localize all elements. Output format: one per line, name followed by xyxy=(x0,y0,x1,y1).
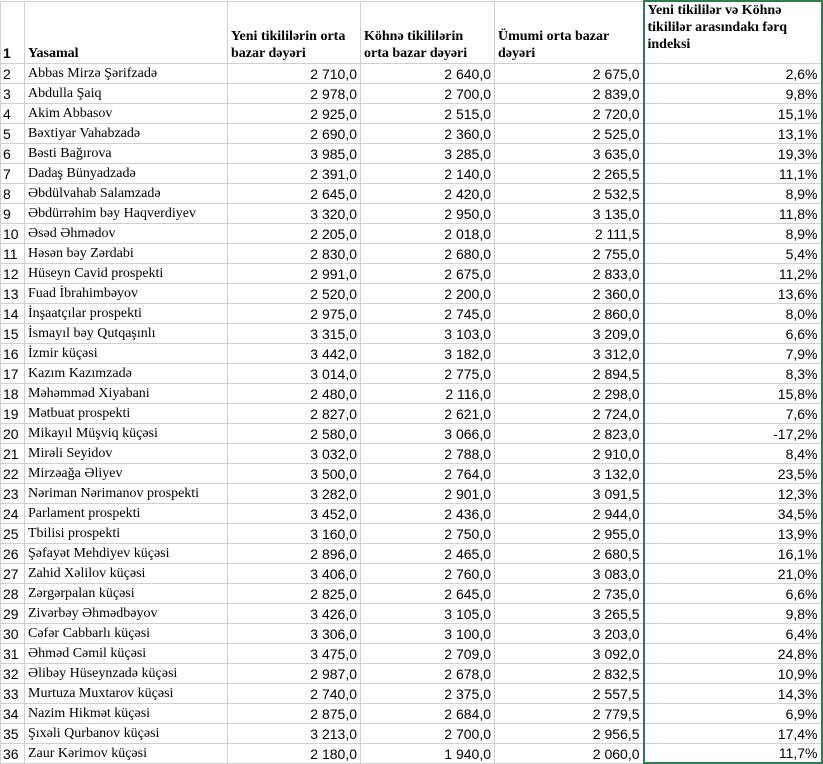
total-avg-value[interactable]: 2 680,5 xyxy=(495,543,644,563)
street-cell[interactable]: Bəsti Bağırova xyxy=(25,143,228,163)
street-cell[interactable]: Zərgərpalan küçəsi xyxy=(25,583,228,603)
total-avg-value[interactable]: 2 823,0 xyxy=(495,423,644,443)
row-number[interactable]: 33 xyxy=(1,683,25,703)
difference-index-value[interactable]: 2,6% xyxy=(644,63,822,83)
table-row xyxy=(1,643,822,663)
row-number[interactable]: 23 xyxy=(1,483,25,503)
old-buildings-value[interactable]: 2 680,0 xyxy=(361,243,495,263)
street-cell[interactable]: Nazim Hikmət küçəsi xyxy=(25,703,228,723)
street-cell[interactable]: İzmir küçəsi xyxy=(25,343,228,363)
difference-index-value[interactable]: 9,8% xyxy=(644,83,822,103)
street-cell[interactable]: İsmayıl bəy Qutqaşınlı xyxy=(25,323,228,343)
table-row xyxy=(1,663,822,683)
street-cell[interactable]: Həsən bəy Zərdabi xyxy=(25,243,228,263)
total-avg-value[interactable]: 2 720,0 xyxy=(495,103,644,123)
street-cell[interactable]: Fuad İbrahimbəyov xyxy=(25,283,228,303)
new-buildings-value[interactable]: 2 580,0 xyxy=(228,423,361,443)
new-buildings-value[interactable]: 2 740,0 xyxy=(228,683,361,703)
row-number[interactable]: 22 xyxy=(1,463,25,483)
total-avg-value[interactable]: 2 532,5 xyxy=(495,183,644,203)
old-buildings-value[interactable]: 2 709,0 xyxy=(361,643,495,663)
row-number[interactable]: 11 xyxy=(1,243,25,263)
new-buildings-value[interactable]: 3 985,0 xyxy=(228,143,361,163)
total-avg-value[interactable]: 3 132,0 xyxy=(495,463,644,483)
street-cell[interactable]: Əsəd Əhmədov xyxy=(25,223,228,243)
new-buildings-value[interactable]: 3 282,0 xyxy=(228,483,361,503)
header-new-buildings-avg[interactable]: Yeni tikililərin orta bazar dəyəri xyxy=(228,1,361,63)
difference-index-value[interactable]: 8,4% xyxy=(644,443,822,463)
row-number[interactable]: 15 xyxy=(1,323,25,343)
difference-index-value[interactable]: 6,4% xyxy=(644,623,822,643)
old-buildings-value[interactable]: 2 950,0 xyxy=(361,203,495,223)
table-row xyxy=(1,503,822,523)
street-cell[interactable]: Əbdülvahab Salamzadə xyxy=(25,183,228,203)
total-avg-value[interactable]: 3 265,5 xyxy=(495,603,644,623)
old-buildings-value[interactable]: 3 066,0 xyxy=(361,423,495,443)
old-buildings-value[interactable]: 2 116,0 xyxy=(361,383,495,403)
old-buildings-value[interactable]: 2 140,0 xyxy=(361,163,495,183)
total-avg-value[interactable]: 2 060,0 xyxy=(495,743,644,763)
row-number[interactable]: 8 xyxy=(1,183,25,203)
table-row xyxy=(1,443,822,463)
table-row xyxy=(1,523,822,543)
row-number[interactable]: 1 xyxy=(1,1,25,63)
table-row xyxy=(1,263,822,283)
new-buildings-value[interactable]: 3 426,0 xyxy=(228,603,361,623)
old-buildings-value[interactable]: 2 465,0 xyxy=(361,543,495,563)
table-row xyxy=(1,563,822,583)
old-buildings-value[interactable]: 2 420,0 xyxy=(361,183,495,203)
difference-index-value[interactable]: 8,0% xyxy=(644,303,822,323)
table-row xyxy=(1,463,822,483)
total-avg-value[interactable]: 2 557,5 xyxy=(495,683,644,703)
old-buildings-value[interactable]: 1 940,0 xyxy=(361,743,495,763)
total-avg-value[interactable]: 2 833,0 xyxy=(495,263,644,283)
row-number[interactable]: 18 xyxy=(1,383,25,403)
table-row xyxy=(1,103,822,123)
old-buildings-value[interactable]: 3 103,0 xyxy=(361,323,495,343)
street-cell[interactable]: Əlibəy Hüseynzadə küçəsi xyxy=(25,663,228,683)
total-avg-value[interactable]: 2 944,0 xyxy=(495,503,644,523)
total-avg-value[interactable]: 3 635,0 xyxy=(495,143,644,163)
difference-index-value[interactable]: 11,1% xyxy=(644,163,822,183)
difference-index-value[interactable]: 9,8% xyxy=(644,603,822,623)
header-row xyxy=(1,1,822,63)
total-avg-value[interactable]: 2 724,0 xyxy=(495,403,644,423)
difference-index-value[interactable]: 24,8% xyxy=(644,643,822,663)
table-row xyxy=(1,343,822,363)
difference-index-value[interactable]: 34,5% xyxy=(644,503,822,523)
street-cell[interactable]: Abbas Mirzə Şərifzadə xyxy=(25,63,228,83)
table-row xyxy=(1,283,822,303)
new-buildings-value[interactable]: 2 205,0 xyxy=(228,223,361,243)
difference-index-value[interactable]: 7,6% xyxy=(644,403,822,423)
new-buildings-value[interactable]: 2 830,0 xyxy=(228,243,361,263)
difference-index-value[interactable]: 10,9% xyxy=(644,663,822,683)
street-cell[interactable]: Bəxtiyar Vahabzadə xyxy=(25,123,228,143)
old-buildings-value[interactable]: 3 285,0 xyxy=(361,143,495,163)
new-buildings-value[interactable]: 3 475,0 xyxy=(228,643,361,663)
row-number[interactable]: 5 xyxy=(1,123,25,143)
row-number[interactable]: 26 xyxy=(1,543,25,563)
difference-index-value[interactable]: 19,3% xyxy=(644,143,822,163)
street-cell[interactable]: Zahid Xəlilov küçəsi xyxy=(25,563,228,583)
table-row xyxy=(1,63,822,83)
difference-index-value[interactable]: 12,3% xyxy=(644,483,822,503)
header-old-buildings-avg[interactable]: Köhnə tikililərin orta bazar dəyəri xyxy=(361,1,495,63)
table-row xyxy=(1,123,822,143)
table-row xyxy=(1,83,822,103)
street-cell[interactable]: Parlament prospekti xyxy=(25,503,228,523)
old-buildings-value[interactable]: 3 105,0 xyxy=(361,603,495,623)
difference-index-value[interactable]: 13,9% xyxy=(644,523,822,543)
new-buildings-value[interactable]: 2 710,0 xyxy=(228,63,361,83)
difference-index-value[interactable]: -17,2% xyxy=(644,423,822,443)
old-buildings-value[interactable]: 2 760,0 xyxy=(361,563,495,583)
new-buildings-value[interactable]: 2 896,0 xyxy=(228,543,361,563)
table-row xyxy=(1,603,822,623)
street-cell[interactable]: İnşaatçılar prospekti xyxy=(25,303,228,323)
difference-index-value[interactable]: 7,9% xyxy=(644,343,822,363)
old-buildings-value[interactable]: 2 675,0 xyxy=(361,263,495,283)
new-buildings-value[interactable]: 2 975,0 xyxy=(228,303,361,323)
row-number[interactable]: 12 xyxy=(1,263,25,283)
row-number[interactable]: 3 xyxy=(1,83,25,103)
total-avg-value[interactable]: 2 832,5 xyxy=(495,663,644,683)
new-buildings-value[interactable]: 2 987,0 xyxy=(228,663,361,683)
difference-index-value[interactable]: 6,9% xyxy=(644,703,822,723)
new-buildings-value[interactable]: 2 520,0 xyxy=(228,283,361,303)
total-avg-value[interactable]: 2 910,0 xyxy=(495,443,644,463)
new-buildings-value[interactable]: 2 875,0 xyxy=(228,703,361,723)
street-cell[interactable]: Mikayıl Müşviq küçəsi xyxy=(25,423,228,443)
table-row xyxy=(1,403,822,423)
table-row xyxy=(1,243,822,263)
table-row xyxy=(1,543,822,563)
new-buildings-value[interactable]: 3 213,0 xyxy=(228,723,361,743)
row-number[interactable]: 7 xyxy=(1,163,25,183)
total-avg-value[interactable]: 2 735,0 xyxy=(495,583,644,603)
old-buildings-value[interactable]: 2 901,0 xyxy=(361,483,495,503)
old-buildings-value[interactable]: 2 375,0 xyxy=(361,683,495,703)
table-row xyxy=(1,363,822,383)
old-buildings-value[interactable]: 2 640,0 xyxy=(361,63,495,83)
row-number[interactable]: 21 xyxy=(1,443,25,463)
row-number[interactable]: 4 xyxy=(1,103,25,123)
total-avg-value[interactable]: 3 091,5 xyxy=(495,483,644,503)
header-total-avg[interactable]: Ümumi orta bazar dəyəri xyxy=(495,1,644,63)
street-cell[interactable]: Şəfayət Mehdiyev küçəsi xyxy=(25,543,228,563)
row-number[interactable]: 30 xyxy=(1,623,25,643)
total-avg-value[interactable]: 2 675,0 xyxy=(495,63,644,83)
old-buildings-value[interactable]: 2 788,0 xyxy=(361,443,495,463)
old-buildings-value[interactable]: 2 515,0 xyxy=(361,103,495,123)
new-buildings-value[interactable]: 2 827,0 xyxy=(228,403,361,423)
total-avg-value[interactable]: 2 755,0 xyxy=(495,243,644,263)
new-buildings-value[interactable]: 2 180,0 xyxy=(228,743,361,763)
street-cell[interactable]: Hüseyn Cavid prospekti xyxy=(25,263,228,283)
table-row xyxy=(1,743,822,763)
old-buildings-value[interactable]: 2 684,0 xyxy=(361,703,495,723)
total-avg-value[interactable]: 2 955,0 xyxy=(495,523,644,543)
total-avg-value[interactable]: 2 860,0 xyxy=(495,303,644,323)
difference-index-value[interactable]: 8,9% xyxy=(644,223,822,243)
difference-index-value[interactable]: 6,6% xyxy=(644,323,822,343)
table-row xyxy=(1,623,822,643)
row-number[interactable]: 36 xyxy=(1,743,25,763)
total-avg-value[interactable]: 2 956,5 xyxy=(495,723,644,743)
new-buildings-value[interactable]: 3 500,0 xyxy=(228,463,361,483)
total-avg-value[interactable]: 2 298,0 xyxy=(495,383,644,403)
table-row xyxy=(1,183,822,203)
total-avg-value[interactable]: 3 083,0 xyxy=(495,563,644,583)
row-number[interactable]: 9 xyxy=(1,203,25,223)
difference-index-value[interactable]: 11,2% xyxy=(644,263,822,283)
total-avg-value[interactable]: 2 111,5 xyxy=(495,223,644,243)
new-buildings-value[interactable]: 3 032,0 xyxy=(228,443,361,463)
difference-index-value[interactable]: 23,5% xyxy=(644,463,822,483)
new-buildings-value[interactable]: 3 442,0 xyxy=(228,343,361,363)
street-cell[interactable]: Nəriman Nərimanov prospekti xyxy=(25,483,228,503)
new-buildings-value[interactable]: 2 391,0 xyxy=(228,163,361,183)
new-buildings-value[interactable]: 3 014,0 xyxy=(228,363,361,383)
difference-index-value[interactable]: 8,9% xyxy=(644,183,822,203)
table-row xyxy=(1,703,822,723)
row-number[interactable]: 10 xyxy=(1,223,25,243)
old-buildings-value[interactable]: 2 678,0 xyxy=(361,663,495,683)
difference-index-value[interactable]: 21,0% xyxy=(644,563,822,583)
difference-index-value[interactable]: 16,1% xyxy=(644,543,822,563)
street-cell[interactable]: Mətbuat prospekti xyxy=(25,403,228,423)
total-avg-value[interactable]: 2 360,0 xyxy=(495,283,644,303)
difference-index-value[interactable]: 15,8% xyxy=(644,383,822,403)
total-avg-value[interactable]: 2 839,0 xyxy=(495,83,644,103)
row-number[interactable]: 24 xyxy=(1,503,25,523)
total-avg-value[interactable]: 3 092,0 xyxy=(495,643,644,663)
table-row xyxy=(1,483,822,503)
total-avg-value[interactable]: 2 894,5 xyxy=(495,363,644,383)
street-cell[interactable]: Zaur Kərimov küçəsi xyxy=(25,743,228,763)
total-avg-value[interactable]: 3 203,0 xyxy=(495,623,644,643)
old-buildings-value[interactable]: 2 360,0 xyxy=(361,123,495,143)
old-buildings-value[interactable]: 2 700,0 xyxy=(361,83,495,103)
new-buildings-value[interactable]: 2 925,0 xyxy=(228,103,361,123)
old-buildings-value[interactable]: 2 200,0 xyxy=(361,283,495,303)
difference-index-value[interactable]: 8,3% xyxy=(644,363,822,383)
row-number[interactable]: 14 xyxy=(1,303,25,323)
total-avg-value[interactable]: 2 525,0 xyxy=(495,123,644,143)
street-cell[interactable]: Tbilisi prospekti xyxy=(25,523,228,543)
total-avg-value[interactable]: 3 135,0 xyxy=(495,203,644,223)
table-row xyxy=(1,683,822,703)
old-buildings-value[interactable]: 2 621,0 xyxy=(361,403,495,423)
table-row xyxy=(1,203,822,223)
new-buildings-value[interactable]: 3 160,0 xyxy=(228,523,361,543)
row-number[interactable]: 34 xyxy=(1,703,25,723)
total-avg-value[interactable]: 3 312,0 xyxy=(495,343,644,363)
table-row xyxy=(1,323,822,343)
total-avg-value[interactable]: 2 779,5 xyxy=(495,703,644,723)
new-buildings-value[interactable]: 3 406,0 xyxy=(228,563,361,583)
table-row xyxy=(1,143,822,163)
difference-index-value[interactable]: 17,4% xyxy=(644,723,822,743)
new-buildings-value[interactable]: 2 825,0 xyxy=(228,583,361,603)
old-buildings-value[interactable]: 2 700,0 xyxy=(361,723,495,743)
row-number[interactable]: 6 xyxy=(1,143,25,163)
row-number[interactable]: 28 xyxy=(1,583,25,603)
old-buildings-value[interactable]: 2 436,0 xyxy=(361,503,495,523)
new-buildings-value[interactable]: 2 480,0 xyxy=(228,383,361,403)
new-buildings-value[interactable]: 2 978,0 xyxy=(228,83,361,103)
street-cell[interactable]: Kazım Kazımzadə xyxy=(25,363,228,383)
row-number[interactable]: 31 xyxy=(1,643,25,663)
old-buildings-value[interactable]: 2 018,0 xyxy=(361,223,495,243)
header-difference-index[interactable]: Yeni tikililər və Köhnə tikililər arasındakı fərq indeksi xyxy=(644,1,822,63)
street-cell[interactable]: Əbdürrəhim bəy Haqverdiyev xyxy=(25,203,228,223)
old-buildings-value[interactable]: 2 745,0 xyxy=(361,303,495,323)
difference-index-value[interactable]: 11,8% xyxy=(644,203,822,223)
table-row xyxy=(1,163,822,183)
old-buildings-value[interactable]: 3 182,0 xyxy=(361,343,495,363)
total-avg-value[interactable]: 2 265,5 xyxy=(495,163,644,183)
difference-index-value[interactable]: 11,7% xyxy=(644,743,822,763)
street-cell[interactable]: Abdulla Şaiq xyxy=(25,83,228,103)
new-buildings-value[interactable]: 3 315,0 xyxy=(228,323,361,343)
new-buildings-value[interactable]: 3 306,0 xyxy=(228,623,361,643)
street-cell[interactable]: Akim Abbasov xyxy=(25,103,228,123)
difference-index-value[interactable]: 15,1% xyxy=(644,103,822,123)
street-cell[interactable]: Mirəli Seyidov xyxy=(25,443,228,463)
new-buildings-value[interactable]: 2 991,0 xyxy=(228,263,361,283)
street-cell[interactable]: Murtuza Muxtarov küçəsi xyxy=(25,683,228,703)
table-row xyxy=(1,383,822,403)
row-number[interactable]: 19 xyxy=(1,403,25,423)
table-row xyxy=(1,223,822,243)
total-avg-value[interactable]: 3 209,0 xyxy=(495,323,644,343)
header-district[interactable]: Yasamal xyxy=(25,1,228,63)
table-row xyxy=(1,723,822,743)
row-number[interactable]: 2 xyxy=(1,63,25,83)
old-buildings-value[interactable]: 3 100,0 xyxy=(361,623,495,643)
old-buildings-value[interactable]: 2 775,0 xyxy=(361,363,495,383)
row-number[interactable]: 16 xyxy=(1,343,25,363)
difference-index-value[interactable]: 6,6% xyxy=(644,583,822,603)
table-row xyxy=(1,303,822,323)
row-number[interactable]: 35 xyxy=(1,723,25,743)
row-number[interactable]: 25 xyxy=(1,523,25,543)
difference-index-value[interactable]: 13,1% xyxy=(644,123,822,143)
street-cell[interactable]: Cəfər Cabbarlı küçəsi xyxy=(25,623,228,643)
new-buildings-value[interactable]: 2 690,0 xyxy=(228,123,361,143)
row-number[interactable]: 29 xyxy=(1,603,25,623)
old-buildings-value[interactable]: 2 645,0 xyxy=(361,583,495,603)
row-number[interactable]: 20 xyxy=(1,423,25,443)
street-cell[interactable]: Zivərbəy Əhmədbəyov xyxy=(25,603,228,623)
difference-index-value[interactable]: 13,6% xyxy=(644,283,822,303)
new-buildings-value[interactable]: 3 452,0 xyxy=(228,503,361,523)
row-number[interactable]: 27 xyxy=(1,563,25,583)
old-buildings-value[interactable]: 2 764,0 xyxy=(361,463,495,483)
street-cell[interactable]: Əhməd Cəmil küçəsi xyxy=(25,643,228,663)
difference-index-value[interactable]: 5,4% xyxy=(644,243,822,263)
row-number[interactable]: 17 xyxy=(1,363,25,383)
street-cell[interactable]: Məhəmməd Xiyabani xyxy=(25,383,228,403)
new-buildings-value[interactable]: 3 320,0 xyxy=(228,203,361,223)
street-cell[interactable]: Dadaş Bünyadzadə xyxy=(25,163,228,183)
row-number[interactable]: 32 xyxy=(1,663,25,683)
difference-index-value[interactable]: 14,3% xyxy=(644,683,822,703)
row-number[interactable]: 13 xyxy=(1,283,25,303)
old-buildings-value[interactable]: 2 750,0 xyxy=(361,523,495,543)
street-cell[interactable]: Mirzəağa Əliyev xyxy=(25,463,228,483)
street-cell[interactable]: Şıxəli Qurbanov küçəsi xyxy=(25,723,228,743)
new-buildings-value[interactable]: 2 645,0 xyxy=(228,183,361,203)
table-row xyxy=(1,583,822,603)
table-row xyxy=(1,423,822,443)
